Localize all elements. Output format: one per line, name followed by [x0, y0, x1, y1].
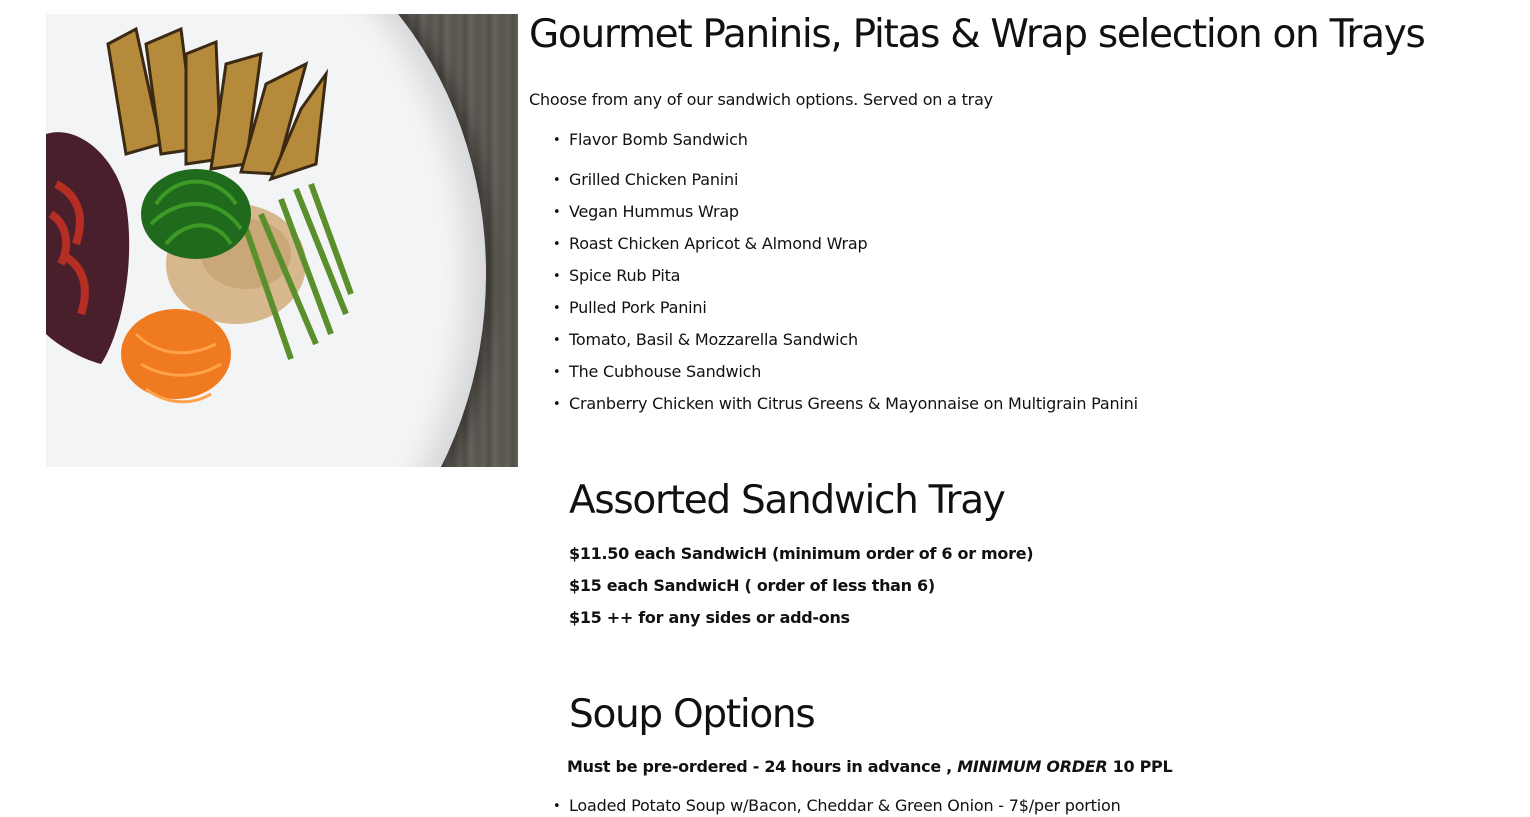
- soup-heading: Soup Options: [569, 692, 815, 737]
- list-item: • Vegan Hummus Wrap: [569, 202, 739, 221]
- tray-price-line: $11.50 each SandwicH (minimum order of 6 or more): [569, 544, 1034, 563]
- list-item: • Roast Chicken Apricot & Almond Wrap: [569, 234, 867, 253]
- page-title: Gourmet Paninis, Pitas & Wrap selection on Trays: [529, 12, 1425, 57]
- tray-heading: Assorted Sandwich Tray: [569, 478, 1005, 523]
- list-item: • Spice Rub Pita: [569, 266, 680, 285]
- list-item: • Cranberry Chicken with Citrus Greens & Mayonnaise on Multigrain Panini: [569, 394, 1138, 413]
- soup-list: [569, 796, 1121, 815]
- tray-price-line: $15 each SandwicH ( order of less than 6): [569, 576, 935, 595]
- soup-preorder-note: [567, 757, 1172, 776]
- food-bowl-illustration: [46, 14, 518, 467]
- intro-text: Choose from any of our sandwich options. Served on a tray: [529, 90, 993, 109]
- list-item: • Flavor Bomb Sandwich: [569, 130, 748, 149]
- list-item: • Tomato, Basil & Mozzarella Sandwich: [569, 330, 858, 349]
- soup-note-suffix: 10 PPL: [1107, 757, 1173, 776]
- soup-note-emphasis: MINIMUM ORDER: [957, 757, 1108, 776]
- list-item: • Grilled Chicken Panini: [569, 170, 738, 189]
- hero-food-photo: [46, 14, 518, 467]
- soup-note-prefix: Must be pre-ordered - 24 hours in advance ,: [567, 757, 958, 776]
- list-item: • Pulled Pork Panini: [569, 298, 707, 317]
- list-item: • Loaded Potato Soup w/Bacon, Cheddar & Green Onion - 7$/per portion: [569, 796, 1121, 815]
- list-item: • The Cubhouse Sandwich: [569, 362, 761, 381]
- tray-price-line: $15 ++ for any sides or add-ons: [569, 608, 850, 627]
